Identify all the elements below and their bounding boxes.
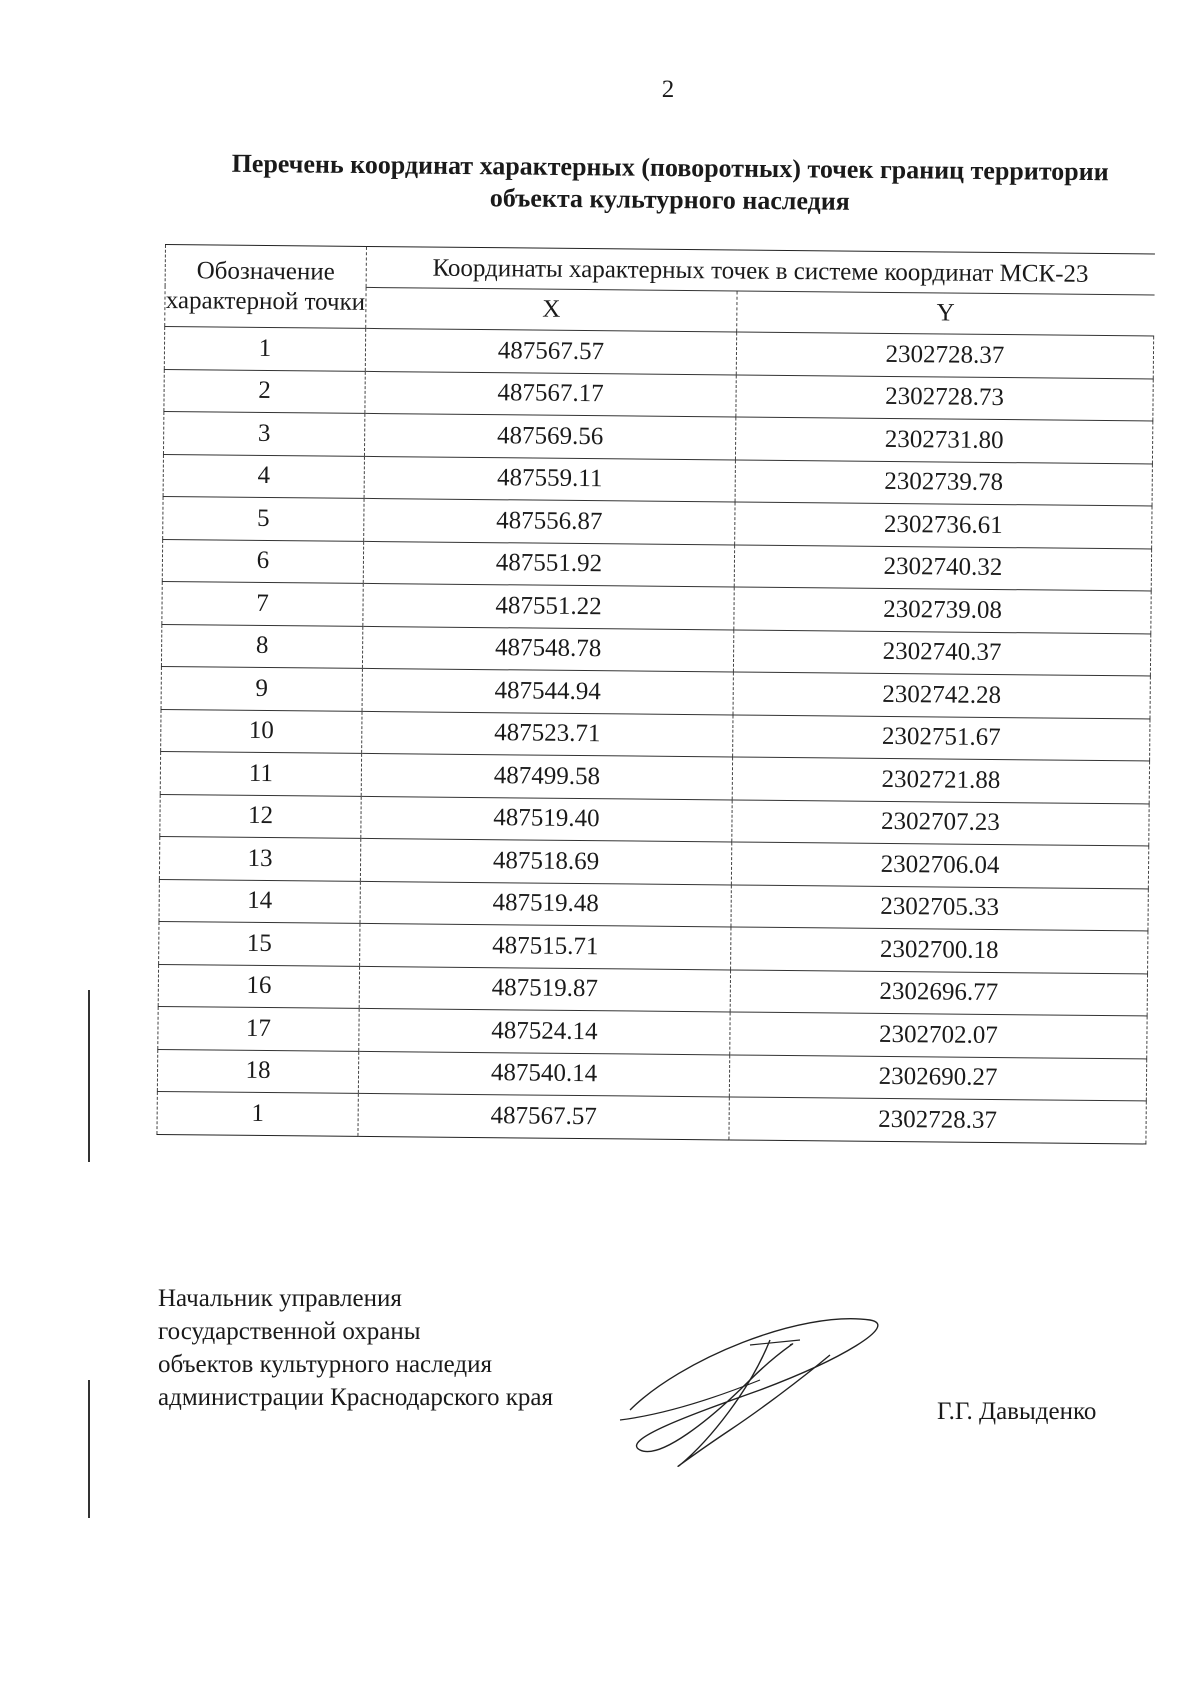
point-cell: 8 (161, 624, 362, 668)
table-row (157, 1091, 1146, 1143)
y-cell: 2302739.08 (734, 587, 1151, 634)
y-cell: 2302742.28 (733, 672, 1150, 719)
point-cell: 1 (157, 1091, 358, 1135)
x-cell: 487518.69 (360, 838, 731, 884)
y-cell: 2302731.80 (735, 417, 1152, 464)
signer-position-line-3: объектов культурного наследия (158, 1351, 492, 1378)
point-cell: 5 (163, 496, 364, 540)
page-number: 2 (661, 76, 675, 103)
y-cell: 2302728.37 (736, 332, 1153, 379)
x-cell: 487567.17 (365, 371, 736, 417)
point-cell: 10 (161, 709, 362, 753)
signature-block (158, 1282, 553, 1414)
y-cell: 2302707.23 (732, 799, 1149, 846)
y-cell: 2302706.04 (731, 842, 1148, 889)
y-cell: 2302690.27 (729, 1054, 1146, 1101)
header-x: X (366, 287, 737, 332)
point-cell: 4 (163, 454, 364, 498)
header-y: Y (936, 299, 955, 327)
x-cell: 487540.14 (358, 1051, 729, 1097)
x-cell: 487519.40 (361, 796, 732, 842)
point-cell: 11 (160, 751, 361, 795)
y-cell: 2302751.67 (733, 714, 1150, 761)
point-cell: 16 (158, 964, 359, 1008)
point-cell: 7 (162, 581, 363, 625)
y-cell: 2302728.37 (729, 1097, 1146, 1144)
x-cell: 487519.48 (360, 881, 731, 927)
header-coordinates: Координаты характерных точек в системе координат МСК-23 (366, 246, 1154, 295)
x-cell: 487515.71 (360, 923, 731, 969)
point-cell: 1 (164, 327, 365, 371)
y-cell: 2302739.78 (735, 459, 1152, 506)
document-title: Перечень координат характерных (поворотных) точек границ территории объекта культурного наследия (231, 148, 1109, 216)
x-cell: 487559.11 (364, 456, 735, 502)
margin-mark (88, 1380, 90, 1518)
x-cell: 487569.56 (364, 413, 735, 459)
point-cell: 18 (157, 1049, 358, 1093)
y-cell: 2302740.37 (733, 629, 1150, 676)
signer-position-line-1: Начальник управления (158, 1285, 402, 1312)
margin-mark (88, 990, 90, 1162)
signer-position-line-4: администрации Краснодарского края (158, 1384, 554, 1411)
x-cell: 487548.78 (362, 626, 733, 672)
point-cell: 12 (160, 794, 361, 838)
point-cell: 13 (159, 836, 360, 880)
y-cell: 2302736.61 (735, 502, 1152, 549)
table-body (157, 327, 1154, 1144)
y-cell: 2302700.18 (731, 927, 1148, 974)
point-cell: 3 (163, 411, 364, 455)
coordinates-table (156, 244, 1155, 1144)
handwritten-signature (600, 1300, 890, 1470)
point-cell: 9 (161, 666, 362, 710)
point-cell: 2 (164, 369, 365, 413)
x-cell: 487499.58 (361, 753, 732, 799)
y-cell: 2302702.07 (730, 1012, 1147, 1059)
point-cell: 15 (159, 921, 360, 965)
signer-position-line-2: государственной охраны (158, 1318, 421, 1345)
y-cell: 2302740.32 (734, 544, 1151, 591)
y-cell: 2302728.73 (736, 374, 1153, 421)
x-cell: 487567.57 (365, 328, 736, 374)
y-cell: 2302705.33 (731, 884, 1148, 931)
x-cell: 487523.71 (362, 711, 733, 757)
x-cell: 487544.94 (362, 668, 733, 714)
y-cell: 2302721.88 (732, 757, 1149, 804)
point-cell: 14 (159, 879, 360, 923)
point-cell: 6 (162, 539, 363, 583)
x-cell: 487551.22 (363, 583, 734, 629)
point-cell: 17 (158, 1006, 359, 1050)
y-cell: 2302696.77 (730, 969, 1147, 1016)
x-cell: 487519.87 (359, 966, 730, 1012)
x-cell: 487556.87 (364, 498, 735, 544)
x-cell: 487551.92 (363, 541, 734, 587)
header-point: Обозначение характерной точки (165, 245, 367, 329)
x-cell: 487524.14 (359, 1008, 730, 1054)
x-cell: 487567.57 (358, 1093, 729, 1139)
signer-name: Г.Г. Давыденко (937, 1398, 1097, 1425)
